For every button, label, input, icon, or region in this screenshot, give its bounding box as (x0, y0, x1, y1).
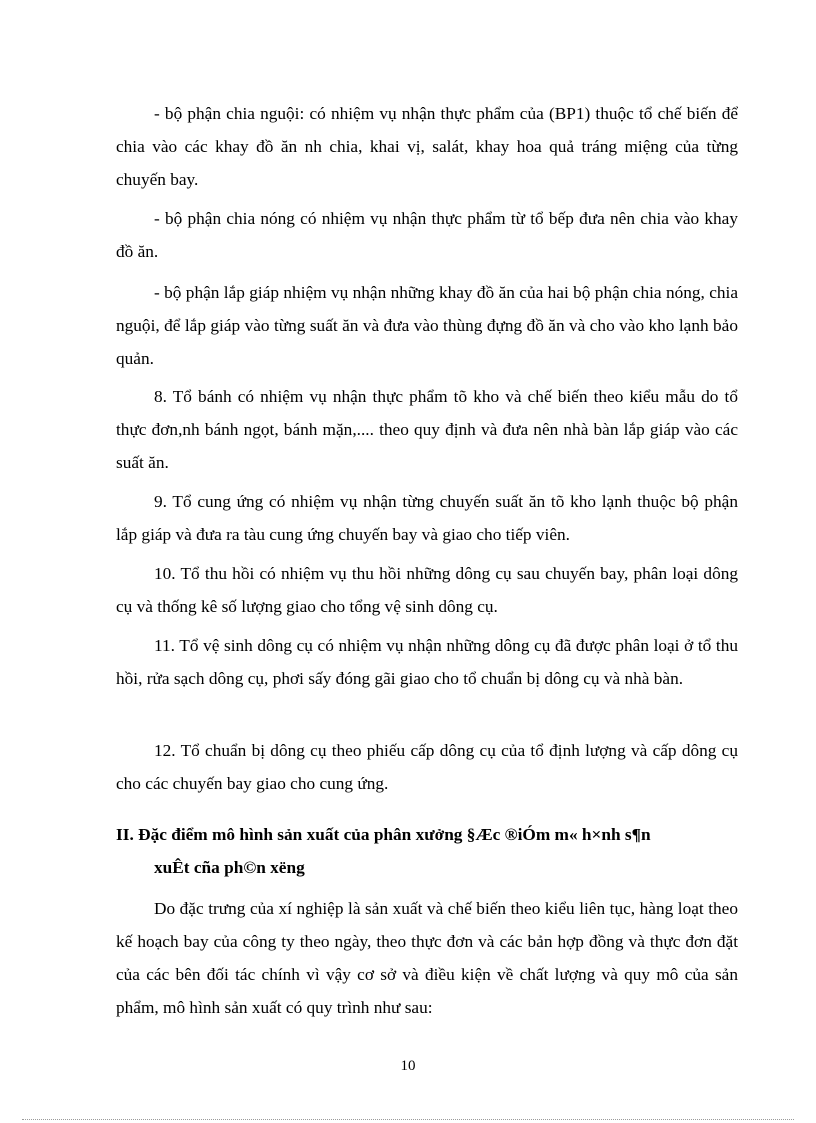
section-heading-line2: xuÊt cña ph©n xëng (154, 858, 305, 877)
paragraph-cleaning-team: 11. Tổ vệ sinh dông cụ có nhiệm vụ nhận những dông cụ đã được phân loại ở tổ thu hồi, rửa sạch dông cụ, phơi sấy đóng gãi giao cho tổ chuẩn bị dông cụ và nhà bàn. (116, 636, 738, 688)
section-heading-line1: II. Đặc điểm mô hình sản xuất của phân xưởng §Æc ®iÓm m« h×nh s¶n (116, 825, 651, 844)
paragraph-production-model: Do đặc trưng của xí nghiệp là sản xuất và chế biến theo kiểu liên tục, hàng loạt theo kế hoạch bay của công ty theo ngày, theo thực đơn và các bản hợp đồng và thực đơn đặt của các bên đối tác chính vì vậy cơ sở và điều kiện về chất lượng và quy mô của sản phẩm, mô hình sản xuất có quy trình như sau: (116, 899, 738, 1017)
paragraph-bakery-team: 8. Tổ bánh có nhiệm vụ nhận thực phẩm tõ kho và chế biến theo kiểu mẫu do tổ thực đơn,nh bánh ngọt, bánh mặn,.... theo quy định và đưa nên nhà bàn lắp giáp vào các suất ăn. (116, 387, 738, 472)
paragraph-supply-team: 9. Tổ cung ứng có nhiệm vụ nhận từng chuyến suất ăn tõ kho lạnh thuộc bộ phận lắp giáp và đưa ra tàu cung ứng chuyến bay và giao cho tiếp viên. (116, 492, 738, 544)
paragraph-hot-division: - bộ phận chia nóng có nhiệm vụ nhận thực phẩm từ tổ bếp đưa nên chia vào khay đồ ăn. (116, 209, 738, 261)
paragraph-cold-division: - bộ phận chia nguội: có nhiệm vụ nhận thực phẩm của (BP1) thuộc tổ chế biến để chia vào các khay đồ ăn nh chia, khai vị, salát, khay hoa quả tráng miệng của từng chuyến bay. (116, 104, 738, 189)
page-number: 10 (400, 1058, 416, 1074)
paragraph-assembly-division: - bộ phận lắp giáp nhiệm vụ nhận những khay đồ ăn của hai bộ phận chia nóng, chia nguội, để lắp giáp vào từng suất ăn và đưa vào thùng đựng đồ ăn và cho vào kho lạnh bảo quản. (116, 283, 738, 368)
paragraph-preparation-team: 12. Tổ chuẩn bị dông cụ theo phiếu cấp dông cụ của tổ định lượng và cấp dông cụ cho các chuyến bay giao cho cung ứng. (116, 741, 738, 793)
section-heading (116, 818, 756, 884)
paragraph-recovery-team: 10. Tổ thu hồi có nhiệm vụ thu hồi những dông cụ sau chuyến bay, phân loại dông cụ và thống kê số lượng giao cho tổng vệ sinh dông cụ. (116, 564, 738, 616)
page-border (22, 1119, 794, 1120)
